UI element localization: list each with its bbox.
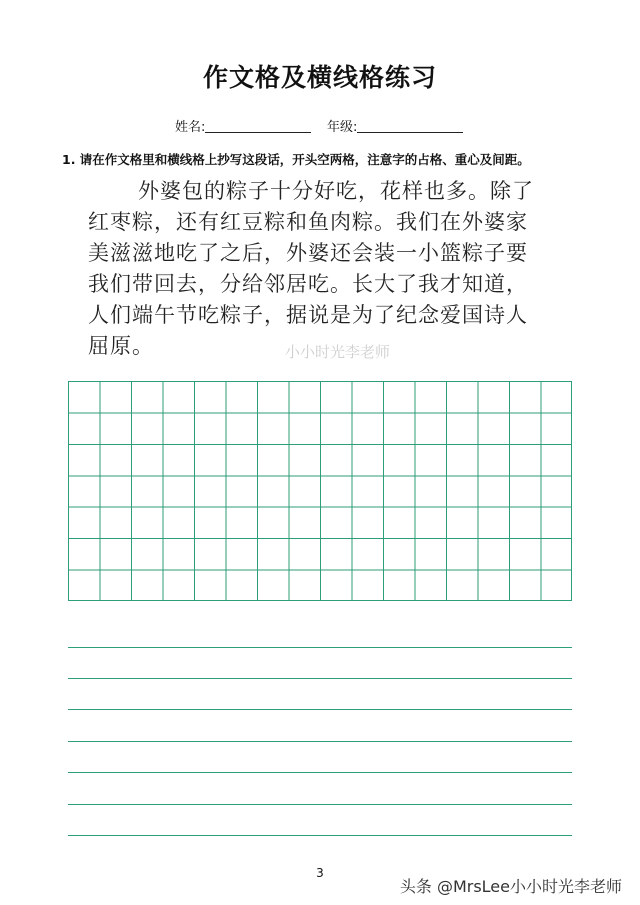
instruction-text: 1. 请在作文格里和横线格上抄写这段话，开头空两格，注意字的占格、重心及间距。 xyxy=(62,152,530,167)
ruled-line[interactable] xyxy=(68,647,572,648)
passage-line: 我们带回去，分给邻居吃。长大了我才知道， xyxy=(88,272,528,296)
ruled-line[interactable] xyxy=(68,741,572,742)
ruled-line[interactable] xyxy=(68,835,572,836)
writing-grid[interactable] xyxy=(68,381,572,601)
passage-line: 红枣粽，还有红豆粽和鱼肉粽。我们在外婆家 xyxy=(88,210,528,234)
passage-line: 屈原。 xyxy=(88,334,154,358)
page-title: 作文格及横线格练习 xyxy=(202,63,437,92)
passage-line: 外婆包的粽子十分好吃，花样也多。除了 xyxy=(138,179,534,203)
ruled-line[interactable] xyxy=(68,709,572,710)
name-blank-line[interactable] xyxy=(205,132,311,133)
passage-line: 美滋滋地吃了之后，外婆还会装一小篮粽子要 xyxy=(88,241,528,265)
passage-line: 人们端午节吃粽子，据说是为了纪念爱国诗人 xyxy=(88,303,528,327)
grade-label: 年级: xyxy=(327,120,358,135)
ruled-line[interactable] xyxy=(68,678,572,679)
student-info-row xyxy=(0,116,640,136)
ruled-line[interactable] xyxy=(68,772,572,773)
name-label: 姓名: xyxy=(175,120,206,135)
page-number: 3 xyxy=(316,866,324,880)
watermark: 小小时光李老师 xyxy=(285,343,391,361)
model-passage xyxy=(88,176,588,362)
ruled-line[interactable] xyxy=(68,804,572,805)
footer-credit: 头条 @MrsLee小小时光李老师 xyxy=(399,877,622,896)
grade-blank-line[interactable] xyxy=(357,132,463,133)
